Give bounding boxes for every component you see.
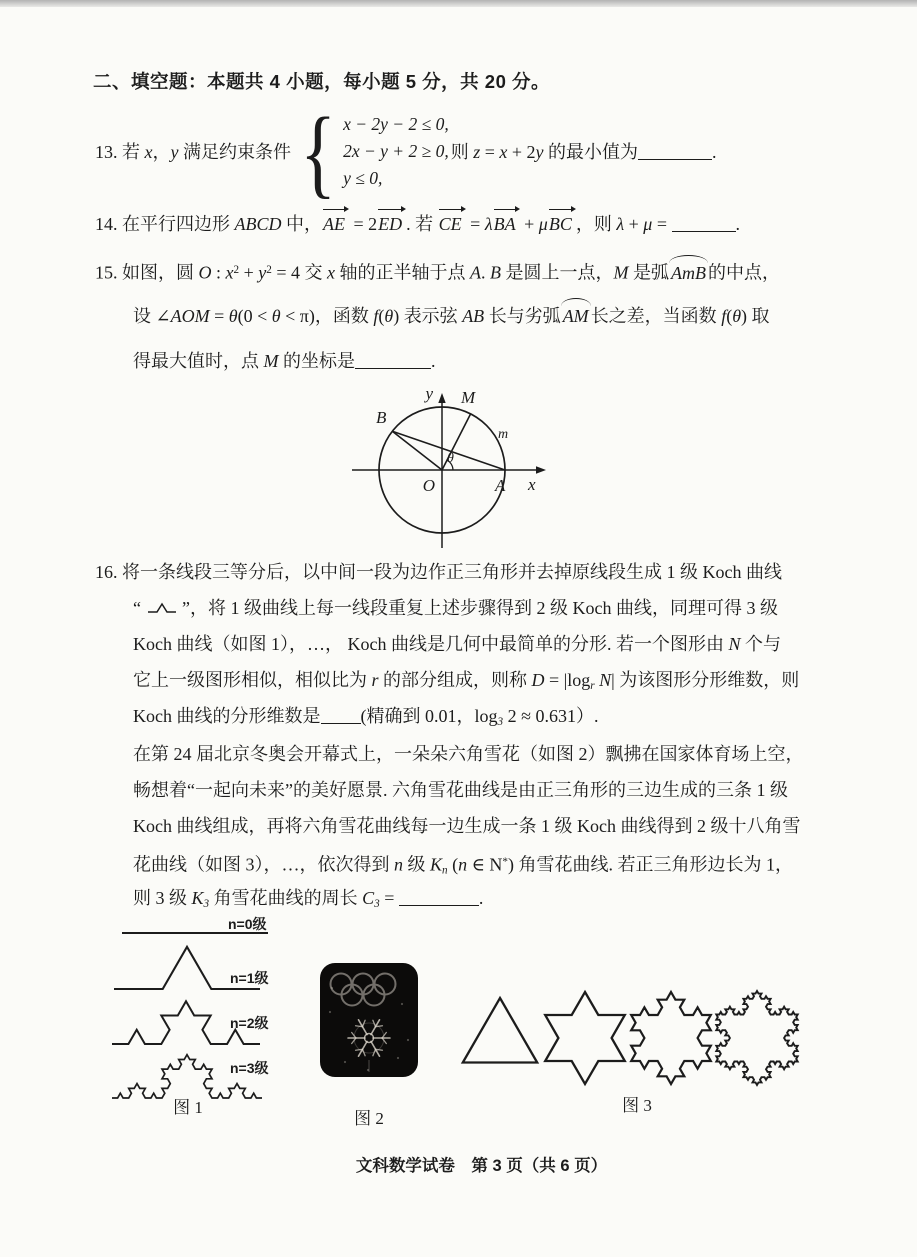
constraint-system (295, 95, 449, 207)
math-run: = (379, 888, 399, 908)
vector-name: BC (548, 208, 576, 236)
text-run: 则 3 级 (133, 888, 192, 908)
koch-level-label: n=1级 (230, 970, 269, 986)
math-run: + 2 (507, 142, 536, 162)
math-var: x (144, 142, 153, 162)
constraint-line: y ≤ 0, (343, 168, 383, 189)
text-run: 在第 24 届北京冬奥会开幕式上，一朵朵六角雪花（如图 2）飘拂在国家体育场上空， (133, 744, 804, 764)
y-axis-arrow (438, 393, 445, 403)
text-run: 14. 在平行四边形 (95, 214, 235, 234)
math-var: D (531, 670, 545, 690)
text-run: 个与 (740, 634, 781, 654)
text-run: ， (152, 142, 171, 162)
vector-name: ED (377, 208, 406, 236)
photo-background (320, 963, 418, 1077)
math-run: ∈ N (467, 854, 503, 875)
answer-blank (355, 354, 431, 369)
arc-name: AmB (669, 257, 708, 285)
math-var: M (613, 262, 629, 283)
text-run: ）. (575, 706, 599, 726)
text-run: 表示弦 (403, 306, 463, 326)
vector-name: BA (493, 208, 520, 236)
text-run: 得最大值时，点 (133, 351, 264, 371)
text-run: 长与劣弧 (484, 306, 561, 326)
constraint-line: x − 2y − 2 ≤ 0, (343, 114, 449, 135)
math-run: (0 < (237, 306, 272, 326)
math-var: n (394, 854, 403, 875)
text-run: 级 (403, 854, 430, 875)
math-run: . (431, 351, 436, 371)
question-16-line4 (133, 668, 799, 698)
question-15-line1 (95, 258, 780, 285)
figure-2-caption: 图 2 (354, 1109, 384, 1128)
text-run: 角雪花曲线的周长 (209, 888, 363, 908)
text-run: 是弧 (628, 262, 669, 283)
question-16-line3 (133, 632, 781, 656)
math-run: + (624, 214, 644, 234)
question-13 (95, 95, 717, 207)
superscript: * (502, 856, 508, 868)
question-16-line6 (133, 742, 804, 766)
math-var: x (326, 262, 335, 283)
label-arc-m: m (498, 427, 509, 442)
text-run: 则 (450, 142, 474, 162)
math-var: n (458, 854, 468, 875)
text-run: 是圆上一点， (500, 262, 614, 283)
subscript: r (590, 680, 595, 693)
text-run: 为该图形分形维数，则 (614, 670, 800, 690)
math-var: K (430, 854, 443, 875)
math-var: y (170, 142, 179, 162)
text-run: 中， (281, 214, 322, 234)
math-run: + (239, 262, 259, 283)
text-run: ，函数 (314, 306, 374, 326)
q13-stem-post (451, 140, 717, 164)
math-var: λ (484, 214, 493, 234)
text-run: “ (133, 598, 146, 618)
answer-blank (399, 891, 479, 906)
math-var: K (191, 888, 204, 908)
text-run: 的坐标是 (278, 351, 355, 371)
math-var: B (489, 262, 501, 283)
text-run: (精确到 0.01， (360, 706, 475, 726)
koch-level-label: n=2级 (230, 1015, 269, 1031)
snowflake-curve-level-0 (463, 998, 537, 1063)
koch-level-label: n=0级 (228, 916, 267, 932)
figure-1-caption: 图 1 (173, 1098, 203, 1117)
math-var: θ (384, 306, 394, 326)
snowflake-curve-level-1 (545, 992, 625, 1084)
subscript: 3 (203, 898, 210, 911)
text-run: 满足约束条件 (178, 142, 291, 162)
segment-ob (392, 431, 442, 470)
math-var: A (469, 262, 481, 283)
math-var: AOM (170, 306, 210, 326)
koch-level1-glyph-icon (147, 601, 177, 615)
text-run: 取 (751, 306, 770, 326)
math-run: = (209, 306, 229, 326)
label-theta: θ (447, 451, 454, 466)
math-var: λ (616, 214, 625, 234)
math-run: ∠ (155, 306, 171, 326)
question-15-line3 (133, 349, 436, 373)
math-var: AB (462, 306, 485, 326)
text-run: 的最小值为 (543, 142, 639, 162)
math-run: ) (393, 306, 404, 326)
circle-diagram (340, 383, 570, 560)
text-run: 若 (415, 214, 438, 234)
math-run: = (465, 214, 485, 234)
snowflake-sequence-figure (448, 986, 824, 1118)
text-run: 角雪花曲线. 若正三角形边长为 1， (514, 854, 793, 875)
text-run: ”，将 1 级曲线上每一线段重复上述步骤得到 2 级 Koch 曲线，同理可得 3 级 (177, 598, 778, 618)
answer-blank (321, 709, 361, 724)
left-brace: { (300, 95, 337, 207)
question-16-line9 (133, 850, 793, 883)
question-16-line1 (95, 560, 782, 584)
label-point-b: B (376, 408, 387, 427)
koch-curve-figure (98, 912, 300, 1120)
superscript: 2 (233, 264, 240, 276)
math-var: f (373, 306, 379, 326)
math-var: ABCD (234, 214, 282, 234)
snowflake-curve-level-2 (631, 992, 711, 1084)
text-run: 15. 如图，圆 (95, 262, 199, 283)
math-run: : (211, 262, 226, 283)
math-run: = 4 (271, 262, 305, 283)
math-var: N (728, 634, 741, 654)
section-header: 二、填空题：本题共 4 小题，每小题 5 分，共 20 分。 (93, 71, 550, 92)
page-footer: 文科数学试卷 第 3 页（共 6 页） (355, 1157, 608, 1175)
math-var: M (263, 351, 279, 371)
question-16-line2 (133, 596, 778, 620)
label-point-a: A (495, 476, 506, 495)
math-var: C (362, 888, 375, 908)
text-run: 16. 将一条线段三等分后，以中间一段为边作正三角形并去掉原线段生成 1 级 Koch 曲线 (95, 562, 782, 582)
koch-level-label: n=3级 (230, 1060, 269, 1076)
text-run: 长之差，当函数 (590, 306, 722, 326)
math-var: O (198, 262, 212, 283)
math-run: = 2 (349, 214, 378, 234)
text-run: Koch 曲线的分形维数是 (133, 706, 321, 726)
arc-name: AM (561, 300, 591, 328)
label-point-m: M (461, 388, 476, 407)
constraint-lines (343, 111, 449, 192)
math-run: + (519, 214, 539, 234)
math-var: f (721, 306, 727, 326)
figure-3-caption: 图 3 (622, 1096, 652, 1115)
math-run: . (712, 142, 717, 162)
text-run: 畅想着“一起向未来”的美好愿景. 六角雪花曲线是由正三角形的三边生成的三条 1 级 (133, 780, 788, 800)
label-x-axis: x (528, 475, 536, 494)
label-origin: O (422, 476, 435, 495)
math-run: . (478, 888, 484, 908)
snowflake-curve-level-3 (716, 991, 797, 1085)
question-16-line5 (133, 704, 598, 734)
math-run: ) (741, 306, 752, 326)
math-run: . (406, 214, 416, 234)
math-var: θ (732, 306, 742, 326)
question-16-line8 (133, 814, 800, 838)
math-run: ( (447, 854, 459, 875)
math-run: . (480, 262, 490, 283)
math-var: θ (228, 306, 238, 326)
math-var: y (535, 142, 544, 162)
text-run: 的中点， (707, 262, 780, 283)
answer-blank (638, 145, 712, 160)
text-run: 的部分组成，则称 (378, 670, 532, 690)
text-run: 13. 若 (95, 142, 145, 162)
math-var: r (371, 670, 379, 690)
text-run: 花曲线（如图 3），…，依次得到 (133, 854, 394, 875)
text-run: 交 (304, 262, 327, 283)
math-run: ( (726, 306, 733, 326)
math-var: μ (538, 214, 548, 234)
subscript: 3 (374, 898, 380, 911)
superscript: 2 (266, 264, 272, 276)
subscript: n (442, 864, 448, 877)
math-var: x (225, 262, 234, 283)
text-run: ，则 (575, 214, 617, 234)
math-run: ( (378, 306, 385, 326)
subscript: 3 (497, 716, 504, 729)
question-15-line2 (133, 304, 770, 328)
text-run: 轴的正半轴于点 (334, 262, 470, 283)
math-run: = |log (544, 670, 591, 690)
math-run: = (652, 214, 672, 234)
q13-stem-pre (95, 140, 291, 164)
math-run: log (474, 706, 498, 726)
math-var: N (594, 670, 612, 690)
math-run: 2 ≈ 0.631 (503, 706, 576, 726)
math-run: ) (508, 854, 514, 875)
scan-edge-artifact (0, 0, 917, 7)
math-run: | (611, 670, 615, 690)
text-run: 它上一级图形相似，相似比为 (133, 670, 372, 690)
vector-name: CE (438, 208, 466, 236)
math-var: x (499, 142, 508, 162)
question-16-line7 (133, 778, 788, 802)
math-var: y (258, 262, 267, 283)
vector-name: AE (322, 208, 349, 236)
x-axis-arrow (536, 466, 546, 473)
constraint-line: 2x − y + 2 ≥ 0, (343, 141, 449, 162)
text-run: 设 (133, 306, 156, 326)
label-y-axis: y (425, 384, 433, 403)
math-var: μ (643, 214, 653, 234)
math-run: = (480, 142, 500, 162)
question-14 (95, 212, 740, 236)
math-var: θ (271, 306, 281, 326)
answer-blank (672, 217, 736, 232)
text-run: Koch 曲线（如图 1），…， Koch 曲线是几何中最简单的分形. 若一个图形由 (133, 634, 729, 654)
snowflake-photo (312, 956, 438, 1132)
math-var: z (473, 142, 481, 162)
math-run: . (735, 214, 740, 234)
text-run: Koch 曲线组成，再将六角雪花曲线每一边生成一条 1 级 Koch 曲线得到 2 级十八角雪 (133, 816, 801, 836)
math-run: < π) (280, 306, 315, 326)
